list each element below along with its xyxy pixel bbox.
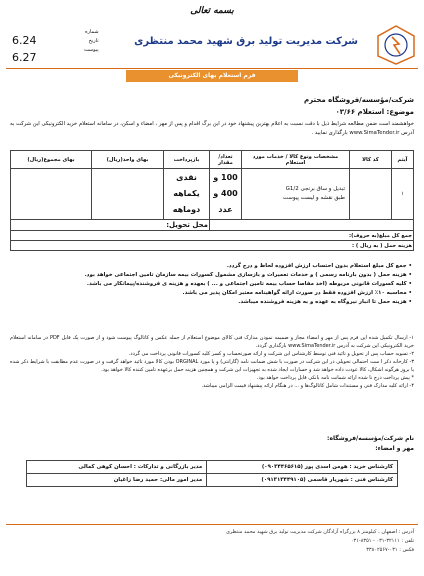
- terms-notes: [10, 334, 414, 390]
- handwritten-date: 6.27: [12, 51, 37, 64]
- delivery-row: [11, 220, 414, 231]
- col-item: آیتم: [392, 151, 414, 169]
- qty-1: 100 و: [213, 173, 238, 182]
- number-label: شماره: [84, 29, 99, 35]
- row-item: ۱: [392, 169, 414, 220]
- addressee-line: شرکت/مؤسسه/فروشگاه محترم: [304, 96, 414, 104]
- row-description: [242, 169, 350, 220]
- list-item: • محاسبه ۱۰٪ ارزش افزوده فقط در صورت ارائه گواهینامه معتبر امکان پذیر می باشد.: [42, 289, 412, 298]
- footer-phone: تلفن : ۳۲۱۱۱-۰۳۱ - ۸۳۵۱-۰۳۱: [350, 538, 414, 544]
- bismillah: بسمه تعالی: [190, 6, 234, 16]
- table-row: [27, 461, 398, 474]
- stamp-label: مهر و امضاء:: [375, 445, 414, 452]
- note-item: ۴- ارائه کلیه مدارک فنی و مستندات شامل کاتالوگ‌ها و ... در هنگام ارائه پیشنهاد قیمت الزامی میباشد.: [201, 383, 414, 389]
- col-unit-price: بهای واحد(ریال): [92, 151, 164, 169]
- intro-paragraph: خواهشمند است ضمن مطالعه شرایط ذیل با دقت نسبت به اعلام بهترین پیشنهاد خود در این برگ اقدام و پس از مهر ، امضاء و اسکن، در سامانه استعلام خرید الکترونیکی این شرکت به آدرس www.SimaTender.ir بارگذاری نمایید .: [10, 121, 414, 136]
- row-payment: [164, 169, 210, 220]
- table-header-row: [11, 151, 414, 169]
- handwritten-number: 6.24: [12, 34, 37, 47]
- col-total-price: بهای مجموع(ریال): [11, 151, 92, 169]
- total-words-label: جمع کل مبلغ(به حروف):: [11, 231, 414, 241]
- power-plant-logo-icon: [376, 24, 416, 66]
- document-page: [6, 4, 418, 572]
- company-name: شرکت مدیریت تولید برق شهید محمد منتظری: [134, 36, 358, 47]
- signature-block: [327, 434, 414, 454]
- company-name-label: نام شرکت/مؤسسه/فروشگاه:: [327, 435, 414, 442]
- list-item: • هزینه حمل تا انبار نیروگاه به عهده و به هزینه فروشنده میباشد.: [42, 298, 412, 307]
- row-total-price[interactable]: [11, 169, 92, 220]
- col-desc: مشخصات ونوع کالا / خدمات مورد استعلام: [242, 151, 350, 169]
- payment-1month: یکماهه: [173, 189, 200, 198]
- total-words-row: [11, 231, 414, 241]
- row-code: [350, 169, 392, 220]
- footer-divider: [6, 524, 418, 525]
- col-qty: تعداد/ مقدار: [210, 151, 242, 169]
- contacts-table: [26, 460, 398, 487]
- row-unit-price[interactable]: [92, 169, 164, 220]
- table-row: [27, 474, 398, 487]
- note-item: ۳- کارخانه ذکر ا ست احتمالی تحویلی در این شرکت در صورت با شش ضمانت نامه (گارانتی) و یا مورد ORGINAL بودن کالا مورد تائید خواهد گرفت و در صورت عدم مطابقت با شرایط ذکر شده یا بروز هرگونه اشکال، کالا عودت داده خواهد شد و خسارات ایجاد شده به تجهیزات این شرکت و همچنین هزینه حمل برعهده تامین کننده کالا خواهد بود.: [10, 359, 415, 373]
- desc-line-1: تبدیل و ساق برنجی G1/2: [285, 186, 345, 192]
- shipping-row: [11, 241, 414, 251]
- col-payment: بازپرداخت: [164, 151, 210, 169]
- row-quantities: [210, 169, 242, 220]
- delivery-place: محل تحویل:: [11, 220, 210, 231]
- qty-unit: عدد: [218, 205, 233, 214]
- contact-cell: کارشناس فنی : شهریار قاسمی (۰۹۱۳۱۳۴۴۹۱۰۵): [207, 474, 398, 487]
- table-row: [11, 169, 414, 220]
- desc-line-2: طبق نقشه و لیست پیوست: [282, 195, 345, 201]
- contact-cell: مدیر بازرگانی و تدارکات : احسان کوهی کمالی: [27, 461, 207, 474]
- date-label: تاریخ: [88, 38, 99, 44]
- note-item: * پیش پرداخت درج نا شده ارائه شمانت نامه بانکی قابل پرداخت خواهد بود.: [256, 375, 414, 381]
- list-item: • هزینه حمل ( بدون بارنامه رسمی ) و خدمات تعمیرات و بازسازی مشمول کسورات بیمه سازمان تامین اجتماعی خواهد بود.: [42, 271, 412, 280]
- conditions-list: [42, 262, 412, 307]
- shipping-label: هزینه حمل ( به ریال ) :: [11, 241, 414, 251]
- footer: [226, 528, 414, 555]
- list-item: • جمع کل مبلغ استعلام بدون احتساب ارزش افزوده لحاظ و درج گردد.: [42, 262, 412, 271]
- footer-address: آدرس : اصفهان ، کیلومتر ۸ بزرگراه آزادگان شرکت مدیریت تولید برق شهید محمد منتظری: [226, 529, 414, 535]
- contact-cell: مدیر امور مالی: حمید رضا زاغیان: [27, 474, 207, 487]
- footer-fax: فکس : ۰۳۱-۳۳۸۰۲۵۶۷: [366, 547, 414, 553]
- payment-cash: نقدی: [176, 173, 197, 182]
- header-divider: [6, 68, 418, 69]
- letter-meta: [84, 28, 99, 55]
- note-item: ۱- ارسال تکمیل شده این فرم پس از مهر و امضاء مجاز و ضمیمه نمودن مدارک فنی کالای موضوع استعلام از جمله عکس و کاتالوگ پیوست شود و از صورت پک فایل PDF در سامانه استعلام خرید الکترونیکی این شرکت به آدرس www.SimaTender.ir بارگذاری گردد.: [10, 335, 414, 349]
- list-item: • کلیه کسورات قانونی مربوطه (اخذ مفاصا حساب بیمه تامین اجتماعی و ... ) بعهده و هزینه ی فروشنده/پیمانکار می باشد.: [42, 280, 412, 289]
- col-code: کد کالا: [350, 151, 392, 169]
- form-title-banner: فرم استعلام بهای الکترونیکی: [126, 70, 298, 82]
- contact-cell: کارشناس خرید : هومن اسدی پور (۰۹۰۳۴۴۶۵۶۱۵): [207, 461, 398, 474]
- payment-2month: دوماهه: [172, 205, 201, 214]
- letterhead: [6, 22, 418, 70]
- note-item: ۲- تسویه حساب پس از تحویل و تائید فنی توسط کارشناس این شرکت و ارائه صورتحساب و کسر کلیه کسورات قانونی پرداخت می گردد.: [128, 351, 414, 357]
- handwritten-values: [12, 32, 37, 66]
- inquiry-table: [10, 150, 414, 251]
- qty-2: 400 و: [213, 189, 238, 198]
- attachment-label: پیوست: [84, 47, 99, 53]
- subject-line: موضوع: استعلام ۰۳/۶۶: [335, 108, 414, 116]
